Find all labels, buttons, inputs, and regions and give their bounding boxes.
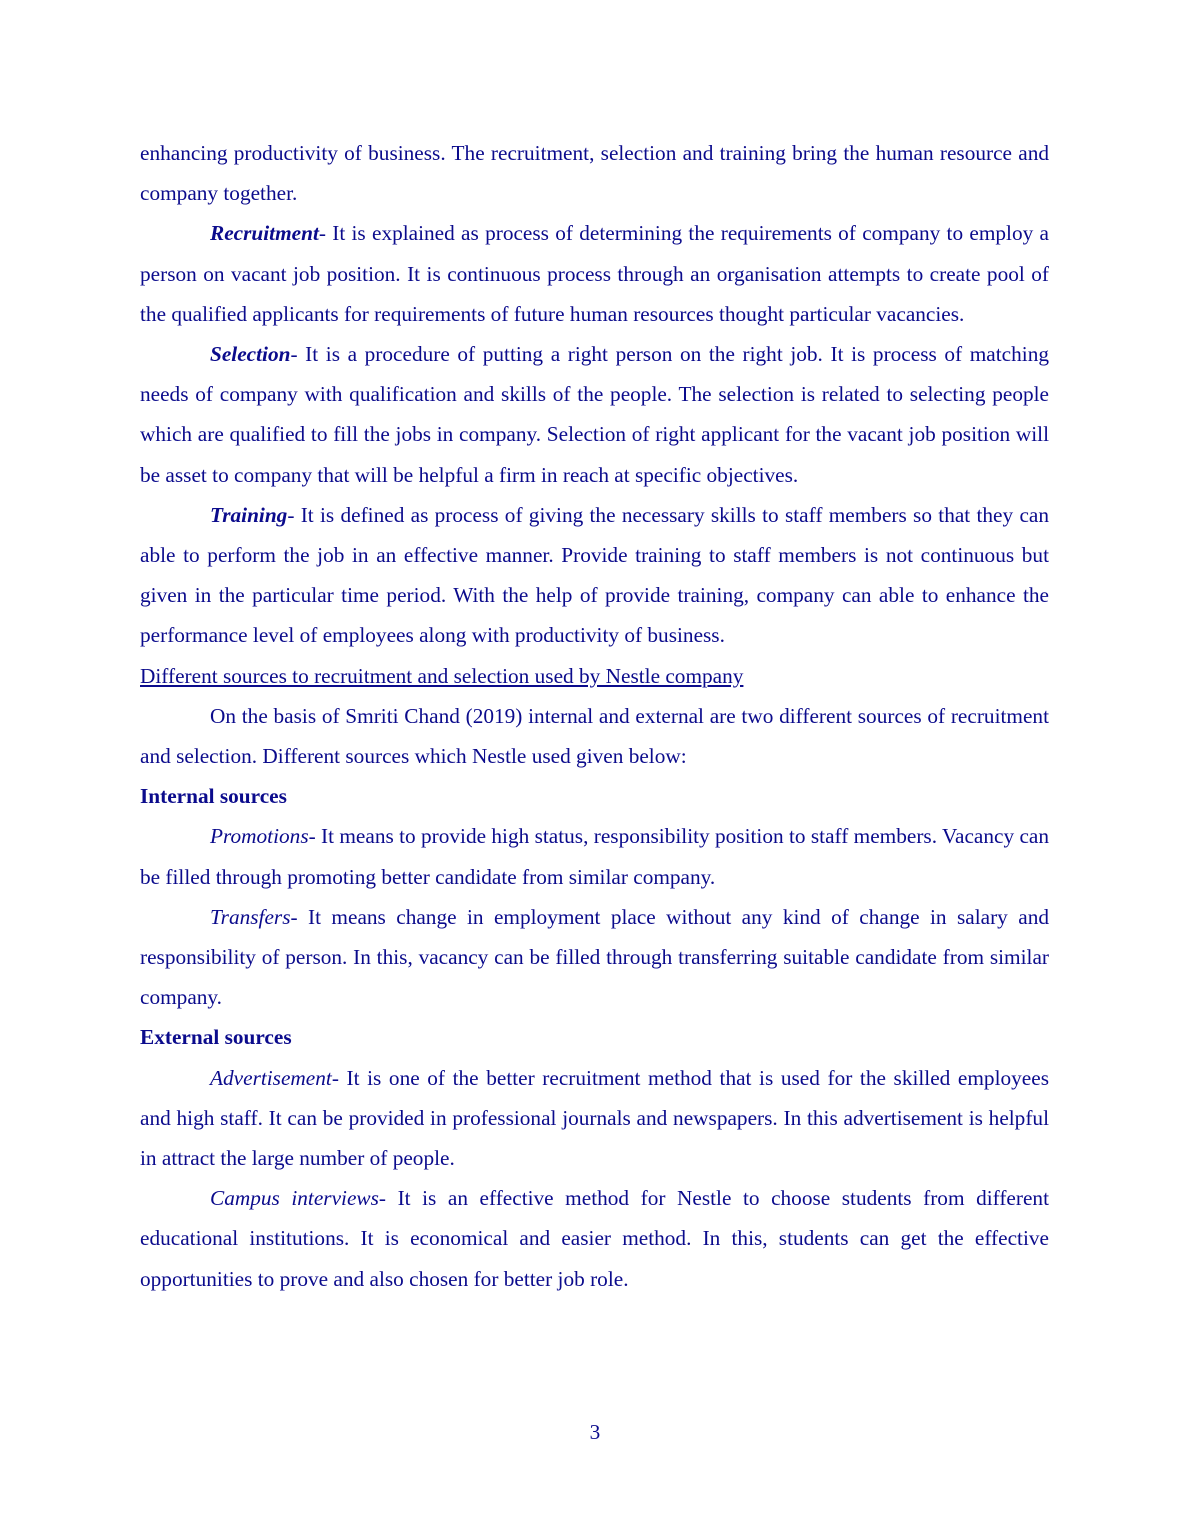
promotions-term: Promotions: [210, 824, 309, 849]
campus-interviews-paragraph: [140, 1178, 1049, 1299]
promotions-text: - It means to provide high status, responsibility position to staff members. Vacancy can be filled through promoting better candidate from similar company.: [140, 824, 1049, 889]
external-sources-heading: External sources: [140, 1025, 292, 1050]
page-number: 3: [589, 1420, 601, 1444]
advertisement-paragraph: [140, 1058, 1049, 1179]
sources-intro-paragraph: On the basis of Smriti Chand (2019) internal and external are two different sources of recruitment and selection. Different sources which Nestle used given below:: [140, 703, 1049, 769]
selection-text: - It is a procedure of putting a right person on the right job. It is process of matching needs of company with qualification and skills of the people. The selection is related to selecting people which are qualified to fill the jobs in company. Selection of right applicant for the vacant job position will be asset to company that will be helpful a firm in reach at specific objectives.: [140, 342, 1049, 487]
transfers-term: Transfers: [210, 904, 291, 929]
sources-heading: Different sources to recruitment and selection used by Nestle company: [140, 663, 744, 688]
transfers-text: - It means change in employment place without any kind of change in salary and responsibility of person. In this, vacancy can be filled through transferring suitable candidate from similar company.: [140, 904, 1049, 1010]
intro-paragraph: enhancing productivity of business. The recruitment, selection and training bring the human resource and company together.: [140, 141, 1049, 206]
selection-paragraph: [140, 334, 1049, 495]
campus-interviews-term: Campus interviews: [210, 1186, 379, 1211]
document-page: [140, 133, 1049, 1299]
recruitment-text: - It is explained as process of determining the requirements of company to employ a person on vacant job position. It is continuous process through an organisation attempts to create pool of the qualified applicants for requirements of future human resources thought particular vacancies.: [140, 221, 1049, 326]
training-term: Training: [210, 502, 288, 527]
recruitment-term: Recruitment: [210, 221, 319, 246]
promotions-paragraph: [140, 816, 1049, 896]
training-paragraph: [140, 495, 1049, 656]
transfers-paragraph: [140, 897, 1049, 1018]
selection-term: Selection: [210, 342, 291, 367]
internal-sources-heading: Internal sources: [140, 784, 287, 809]
recruitment-paragraph: [140, 213, 1049, 334]
advertisement-text: - It is one of the better recruitment method that is used for the skilled employees and high staff. It can be provided in professional journals and newspapers. In this advertisement is helpful in attract the large number of people.: [140, 1065, 1049, 1171]
campus-interviews-text: - It is an effective method for Nestle to choose students from different educational institutions. It is economical and easier method. In this, students can get the effective opportunities to prove and also chosen for better job role.: [140, 1186, 1049, 1291]
training-text: - It is defined as process of giving the necessary skills to staff members so that they can able to perform the job in an effective manner. Provide training to staff members is not continuous but given in the particular time period. With the help of provide training, company can able to enhance the performance level of employees along with productivity of business.: [140, 502, 1049, 648]
advertisement-term: Advertisement: [210, 1065, 332, 1090]
